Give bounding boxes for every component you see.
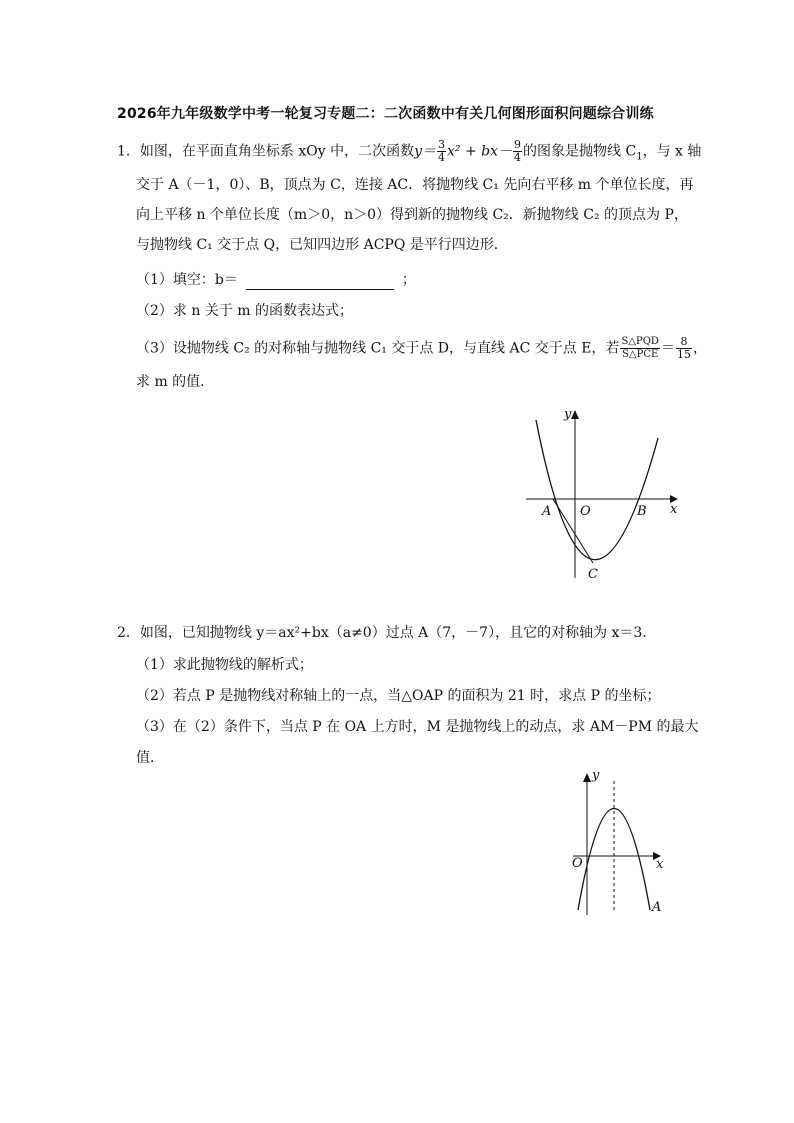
q1-y-arrow — [571, 410, 579, 419]
q1-part-2: （2）求 n 关于 m 的函数表达式； — [136, 303, 353, 319]
q1-line-3: 向上平移 n 个单位长度（m＞0，n＞0）得到新的抛物线 C₂．新抛物线 C₂ 的顶点为 P， — [136, 207, 688, 223]
q1-label-a: A — [542, 504, 552, 519]
q2-line-1: 2．如图，已知抛物线 y＝ax²+bx（a≠0）过点 A（7，－7），且它的对称轴为 x＝3． — [117, 625, 657, 641]
q2-part-1: （1）求此抛物线的解析式； — [136, 657, 313, 673]
q1-part-3: （3）设抛物线 C₂ 的对称轴与抛物线 C₁ 交于点 D，与直线 AC 交于点 E，若 $\frac{\text{S△PQD}}{\text{S△PCE}}$ ＝ $\frac{8}{15}$ ， — [136, 335, 707, 361]
q1-label-y: y — [564, 407, 572, 422]
q2-part-3: （3）在（2）条件下，当点 P 在 OA 上方时，M 是抛物线上的动点，求 AM－PM 的最大 — [136, 719, 699, 735]
document-title: 2026年九年级数学中考一轮复习专题二：二次函数中有关几何图形面积问题综合训练 — [117, 106, 654, 122]
q1-part-1: （1）填空：b＝ ； — [136, 272, 416, 288]
q1-eq-mid: x² + bx－ — [447, 143, 513, 160]
q1-ratio-value: $\frac{8}{15}$ — [676, 335, 691, 361]
q1-text-1a: 如图，在平面直角坐标系 xOy 中，二次函数 — [139, 143, 415, 160]
q1-label-c: C — [588, 567, 598, 582]
q1-eq-y: y＝ — [414, 143, 437, 160]
q2-label-a: A — [652, 900, 662, 915]
q2-number: 2． — [117, 625, 140, 641]
q1-frac-c: $\frac{9}{4}$ — [514, 138, 522, 164]
q1-number: 1． — [117, 143, 140, 160]
q1-line-4: 与抛物线 C₁ 交于点 Q，已知四边形 ACPQ 是平行四边形． — [136, 237, 508, 253]
answer-blank — [246, 275, 394, 290]
q2-label-o: O — [572, 856, 583, 871]
q2-label-y: y — [592, 768, 600, 783]
q1-text-1b: 的图象是抛物线 C — [523, 143, 637, 160]
q1-text-1c: ，与 x 轴 — [642, 143, 702, 160]
q1-frac-a: $\frac{3}{4}$ — [438, 138, 446, 164]
q2-part-2: （2）若点 P 是抛物线对称轴上的一点，当△OAP 的面积为 21 时，求点 P 的坐标； — [136, 688, 661, 704]
q1-area-ratio: $\frac{\text{S△PQD}}{\text{S△PCE}}$ — [621, 336, 659, 360]
q2-label-x: x — [656, 857, 664, 872]
q1-line-2: 交于 A（－1，0）、B，顶点为 C，连接 AC．将抛物线 C₁ 先向右平移 m 个单位长度，再 — [136, 177, 694, 193]
q1-parabola-c1 — [536, 420, 658, 560]
q2-y-arrow — [583, 773, 591, 782]
q2-figure — [565, 765, 675, 920]
q1-label-o: O — [580, 504, 591, 519]
q1-sub: 1 — [636, 151, 643, 163]
q1-part-3-cont: 求 m 的值． — [136, 374, 215, 390]
q1-label-b: B — [637, 504, 647, 519]
q1-label-x: x — [670, 502, 678, 517]
q1-line-1 — [117, 139, 701, 167]
q2-part-3-cont: 值． — [136, 750, 164, 766]
q1-figure — [520, 400, 690, 585]
